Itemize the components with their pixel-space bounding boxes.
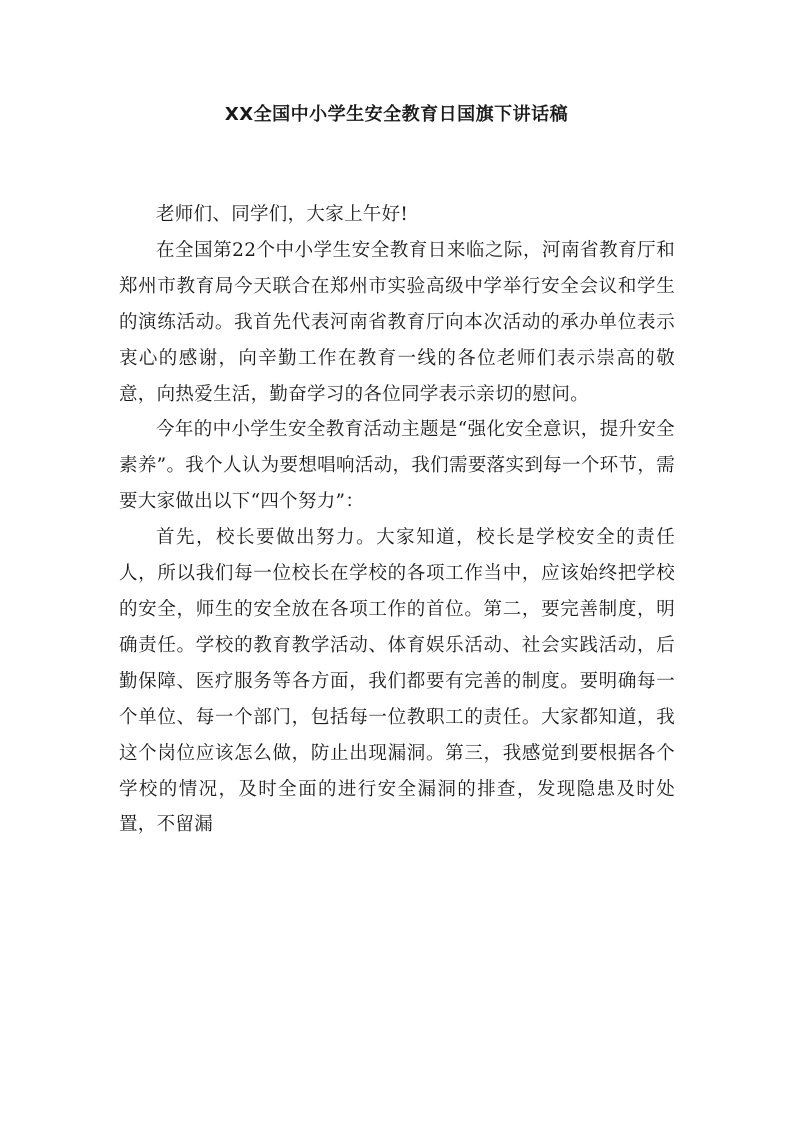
document-body xyxy=(119,197,675,843)
document-title: XX全国中小学生安全教育日国旗下讲话稿 xyxy=(224,104,569,125)
paragraph-greeting: 老师们、同学们，大家上午好! xyxy=(156,204,409,225)
paragraph-efforts: 首先，校长要做出努力。大家知道，校长是学校安全的责任人，所以我们每一位校长在学校的各项工作当中，应该始终把学校的安全，师生的安全放在各项工作的首位。第二，要完善制度，明确责任。学校的教育教学活动、体育娱乐活动、社会实践活动，后勤保障、医疗服务等各方面，我们都要有完善的制度。要明确每一个单位、每一个部门，包括每一位教职工的责任。大家都知道，我这个岗位应该怎么做，防止出现漏洞。第三，我感觉到要根据各个学校的情况，及时全面的进行安全漏洞的排查，发现隐患及时处置，不留漏 xyxy=(119,527,675,836)
paragraph-opening: 在全国第22个中小学生安全教育日来临之际，河南省教育厅和郑州市教育局今天联合在郑州市实验高级中学举行安全会议和学生的演练活动。我首先代表河南省教育厅向本次活动的承办单位表示衷心的感谢，向辛勤工作在教育一线的各位老师们表示崇高的敬意，向热爱生活，勤奋学习的各位同学表示亲切的慰问。 xyxy=(119,239,675,405)
paragraph-theme: 今年的中小学生安全教育活动主题是“强化安全意识，提升安全素养”。我个人认为要想唱响活动，我们需要落实到每一个环节，需要大家做出以下“四个努力”： xyxy=(119,419,675,513)
